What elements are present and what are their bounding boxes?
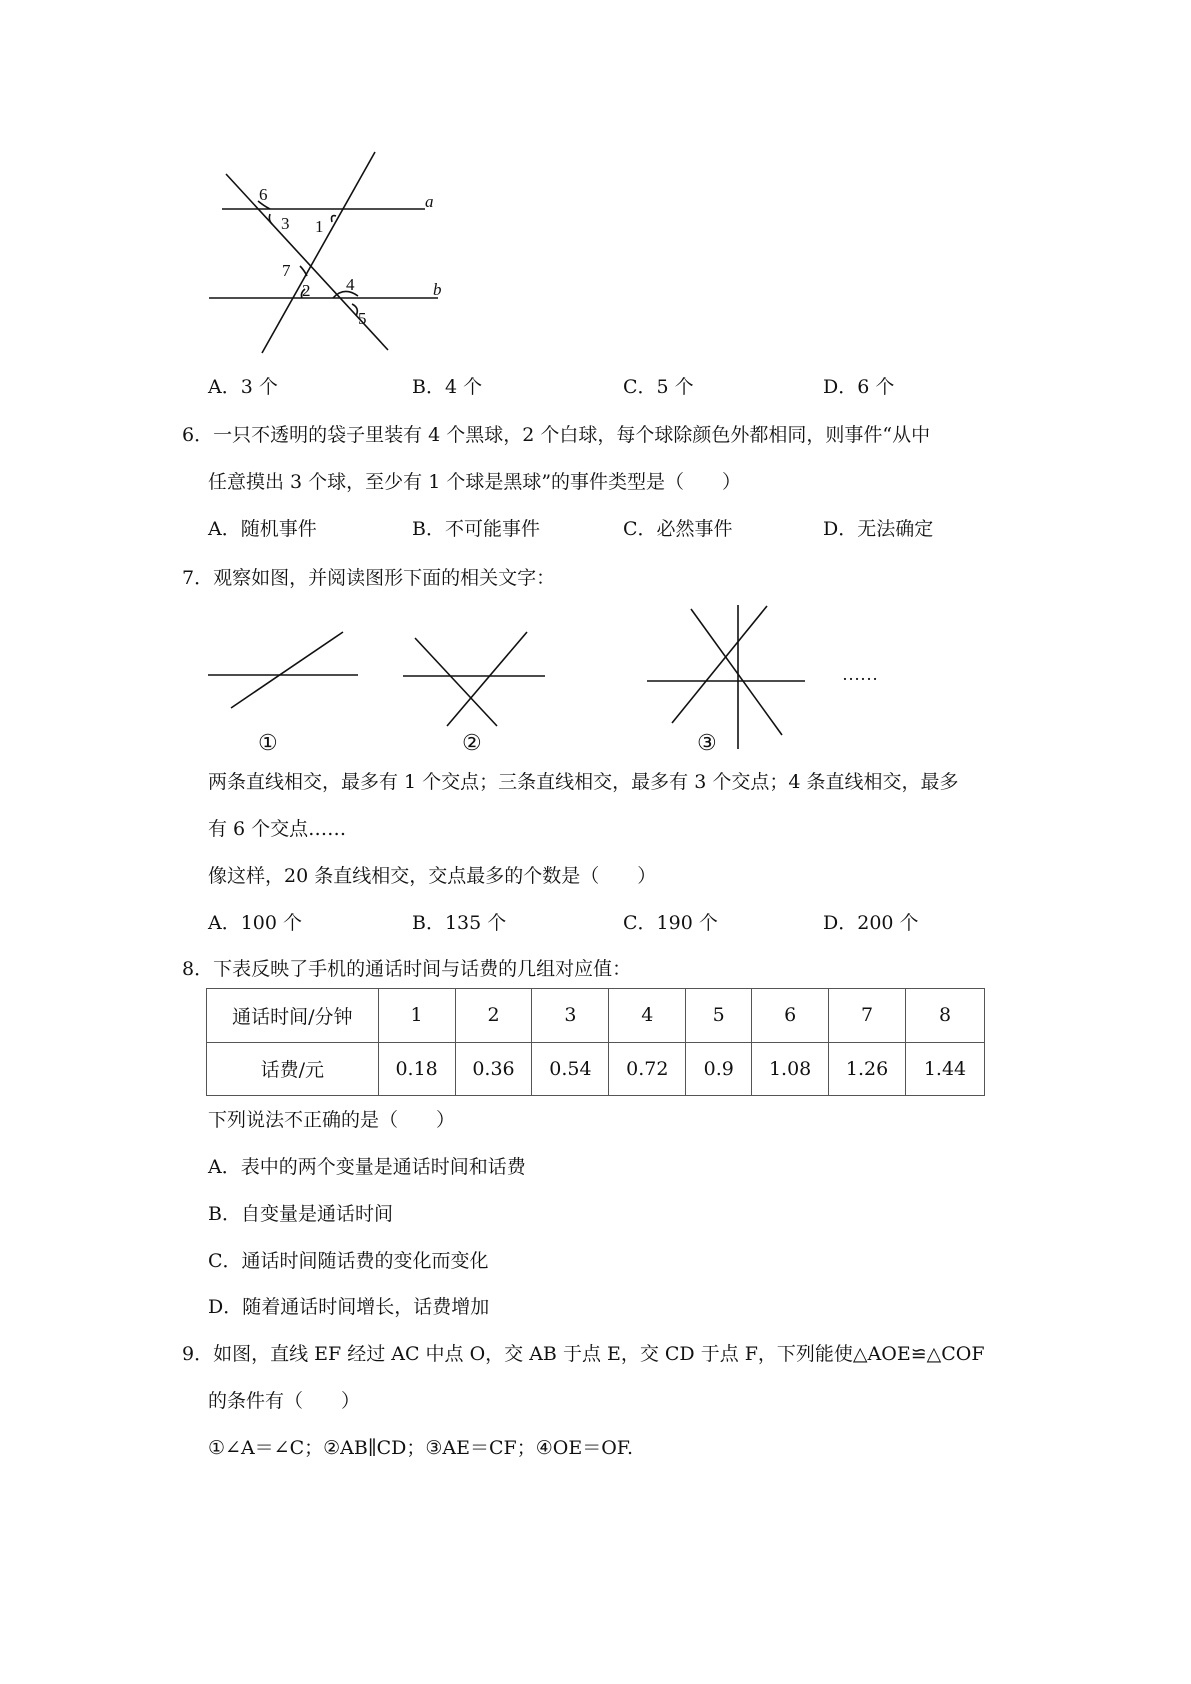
q9-stem-line1: 9．如图，直线 EF 经过 AC 中点 O，交 AB 于点 E，交 CD 于点 F，下列能使△AOE≌△COF [182, 1343, 985, 1365]
q8-option-d[interactable]: D．随着通话时间增长，话费增加 [208, 1296, 490, 1318]
q6-option-c[interactable]: C．必然事件 [623, 518, 733, 540]
q6-option-a[interactable]: A．随机事件 [208, 518, 317, 540]
angle-label-7: 7 [282, 261, 291, 280]
q9-stem-line2: 的条件有（ ） [208, 1390, 361, 1412]
q7-option-b[interactable]: B．135 个 [412, 912, 507, 934]
angle-arc-7 [300, 266, 307, 276]
table-cell: 1 [378, 989, 455, 1043]
table-cell: 1.26 [829, 1042, 906, 1096]
angle-label-5: 5 [358, 309, 367, 328]
fig1-line-oblique [231, 632, 343, 708]
table-cell: 0.9 [686, 1042, 752, 1096]
fig3-line-right [672, 606, 767, 723]
row-header-fee: 话费/元 [207, 1042, 379, 1096]
call-fee-table [206, 988, 985, 1096]
q8-stem: 8．下表反映了手机的通话时间与话费的几组对应值： [182, 958, 632, 980]
q7-option-c[interactable]: C．190 个 [623, 912, 718, 934]
q9-conditions: ①∠A＝∠C；②AB∥CD；③AE＝CF；④OE＝OF. [208, 1437, 634, 1459]
fig-label-3: ③ [697, 730, 717, 755]
q7-text-line2: 有 6 个交点…… [208, 818, 347, 840]
angle-label-4: 4 [346, 275, 355, 294]
table-cell: 0.36 [455, 1042, 532, 1096]
q7-stem: 7．观察如图，并阅读图形下面的相关文字： [182, 567, 556, 589]
table-cell: 4 [609, 989, 686, 1043]
intersecting-lines-figure [200, 600, 900, 760]
angle-label-3: 3 [281, 214, 290, 233]
angle-label-6: 6 [259, 185, 268, 204]
table-cell: 1.08 [752, 1042, 829, 1096]
fig2-line-right [447, 632, 527, 726]
fig-ellipsis: …… [842, 664, 878, 684]
table-cell: 7 [829, 989, 906, 1043]
q6-stem-line2: 任意摸出 3 个球，至少有 1 个球是黑球”的事件类型是（ ） [208, 471, 742, 493]
table-cell: 1.44 [905, 1042, 984, 1096]
q7-text-line3: 像这样，20 条直线相交，交点最多的个数是（ ） [208, 865, 657, 887]
q8-option-a[interactable]: A．表中的两个变量是通话时间和话费 [208, 1156, 526, 1178]
q7-option-a[interactable]: A．100 个 [208, 912, 303, 934]
q7-text-line1: 两条直线相交，最多有 1 个交点；三条直线相交，最多有 3 个交点；4 条直线相交，最多 [208, 771, 959, 793]
row-header-time: 通话时间/分钟 [207, 989, 379, 1043]
fig3-line-left [691, 609, 782, 735]
q6-stem-line1: 6．一只不透明的袋子里装有 4 个黑球，2 个白球，每个球除颜色外都相同，则事件“从中 [182, 424, 931, 446]
parallel-lines-figure [200, 145, 450, 360]
table-row-fee [207, 1042, 985, 1096]
table-row-time [207, 989, 985, 1043]
q5-option-c[interactable]: C．5 个 [623, 376, 694, 398]
q5-option-a[interactable]: A．3 个 [208, 376, 278, 398]
q6-option-b[interactable]: B．不可能事件 [412, 518, 540, 540]
fig-label-1: ① [258, 730, 278, 755]
line-label-b: b [433, 280, 442, 299]
q5-option-d[interactable]: D．6 个 [823, 376, 895, 398]
line-label-a: a [425, 192, 434, 211]
table-cell: 5 [686, 989, 752, 1043]
q8-option-c[interactable]: C．通话时间随话费的变化而变化 [208, 1250, 489, 1272]
table-cell: 2 [455, 989, 532, 1043]
q7-option-d[interactable]: D．200 个 [823, 912, 919, 934]
q5-option-b[interactable]: B．4 个 [412, 376, 483, 398]
table-cell: 6 [752, 989, 829, 1043]
angle-label-2: 2 [302, 281, 311, 300]
table-cell: 0.54 [532, 1042, 609, 1096]
table-cell: 0.72 [609, 1042, 686, 1096]
table-cell: 0.18 [378, 1042, 455, 1096]
q8-option-b[interactable]: B．自变量是通话时间 [208, 1203, 393, 1225]
q6-option-d[interactable]: D．无法确定 [823, 518, 934, 540]
table-cell: 8 [905, 989, 984, 1043]
table-cell: 3 [532, 989, 609, 1043]
q8-question: 下列说法不正确的是（ ） [208, 1109, 456, 1131]
angle-label-1: 1 [315, 217, 324, 236]
fig-label-2: ② [462, 730, 482, 755]
